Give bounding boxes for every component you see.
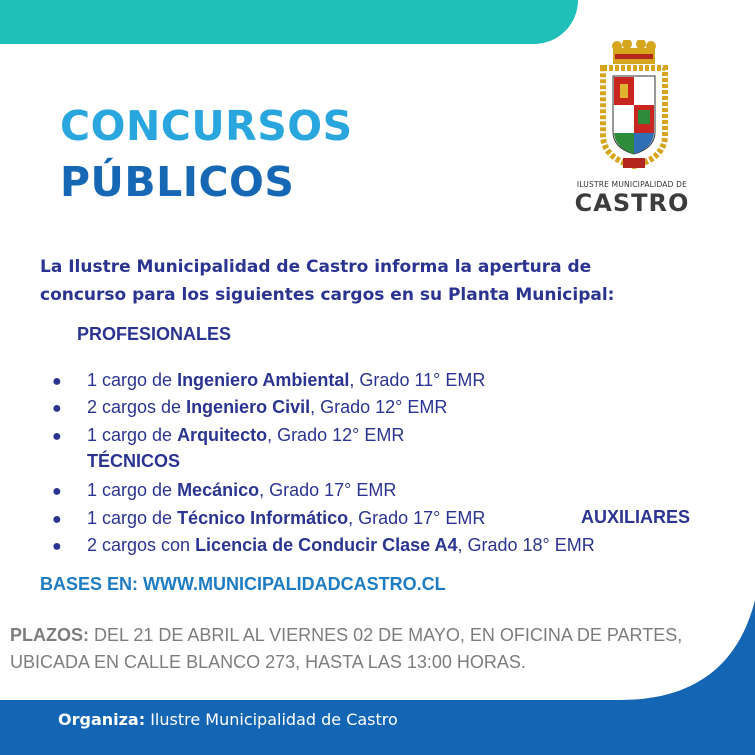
- list-item: ● 2 cargos de Ingeniero Civil, Grado 12° EMR: [52, 395, 447, 419]
- list-item: ● 2 cargos con Licencia de Conducir Clase A4, Grado 18° EMR: [52, 533, 595, 557]
- bullet-icon: ●: [52, 400, 62, 417]
- title-line-2: PÚBLICOS: [60, 158, 295, 206]
- bullet-icon: ●: [52, 538, 62, 555]
- list-item: ● 1 cargo de Ingeniero Ambiental, Grado 11° EMR: [52, 368, 485, 392]
- footer-label: Organiza:: [58, 710, 146, 729]
- bullet-icon: ●: [52, 373, 62, 390]
- bases-website-text: BASES EN: WWW.MUNICIPALIDADCASTRO.CL: [40, 574, 446, 594]
- section-tecnicos: TÉCNICOS: [87, 451, 181, 471]
- bullet-icon: ●: [52, 428, 62, 445]
- bullet-icon: ●: [52, 483, 62, 500]
- list-item: ● 1 cargo de Mecánico, Grado 17° EMR: [52, 478, 396, 502]
- title-line-1: CONCURSOS: [60, 102, 353, 150]
- castro-crest-logo: [593, 40, 675, 175]
- section-profesionales: PROFESIONALES: [77, 324, 232, 344]
- footer-text: Ilustre Municipalidad de Castro: [145, 710, 398, 729]
- list-item: ● 1 cargo de Técnico Informático, Grado 17° EMR: [52, 506, 485, 530]
- plazos-paragraph: [10, 622, 730, 676]
- plazos-label: PLAZOS:: [10, 625, 89, 645]
- section-auxiliares: AUXILIARES: [581, 507, 691, 527]
- list-item: ● 1 cargo de Arquitecto, Grado 12° EMR: [52, 423, 404, 447]
- plazos-text: DEL 21 DE ABRIL AL VIERNES 02 DE MAYO, EN OFICINA DE PARTES, UBICADA EN CALLE BLANCO 273, HASTA LAS 13:00 HORAS.: [10, 625, 683, 672]
- page-title: [60, 98, 353, 210]
- bullet-icon: ●: [52, 511, 62, 528]
- footer-organizer: [58, 710, 398, 729]
- intro-paragraph: La Ilustre Municipalidad de Castro informa la apertura de concurso para los siguientes cargos en su Planta Municipal:: [40, 257, 615, 305]
- logo-subtitle: ILUSTRE MUNICIPALIDAD DE: [576, 180, 688, 189]
- logo-wordmark: CASTRO: [574, 189, 690, 217]
